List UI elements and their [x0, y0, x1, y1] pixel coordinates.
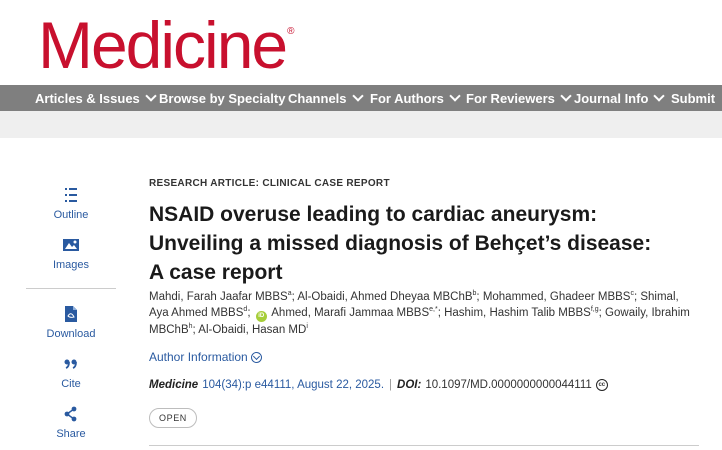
author-affiliation-mark: b — [472, 290, 477, 298]
logo-text: Medicine — [38, 8, 287, 82]
pdf-download-icon — [63, 305, 79, 323]
sidebar-item-share[interactable] — [26, 405, 116, 440]
chevron-down-icon — [560, 90, 571, 101]
article-type-label: RESEARCH ARTICLE: CLINICAL CASE REPORT — [149, 178, 390, 189]
sidebar-item-images[interactable] — [26, 236, 116, 271]
citation-line — [149, 379, 608, 391]
secondary-bar — [0, 111, 722, 138]
author-name[interactable]: Gowaily, Ibrahim MBChB — [149, 307, 690, 336]
nav-label: Submit — [671, 90, 716, 106]
author-affiliation-mark: i — [306, 323, 308, 331]
image-icon — [62, 236, 80, 254]
author-information-label: Author Information — [149, 350, 248, 364]
author-affiliation-mark: e,* — [429, 306, 438, 314]
chevron-down-icon — [654, 90, 665, 101]
nav-articles-issues[interactable] — [35, 85, 155, 111]
author-list: Mahdi, Farah Jaafar MBBS$^a$; Al-Obaidi, Ahmed Dheyaa MBChB$^b$; Mohammed, Ghadeer MBBS$^c$; Shimal, Aya Ahmed MBBS$^d$; iD Ahmed, Marafi Jammaa $MBBS^{e,*}$; Hashim, Hashim Talib MBBS$^{f,g}$; Gowaily, Ibrahim MBChB$^h$; Al-Obaidi, Hasan $MD^i$ — [149, 290, 690, 336]
sidebar-item-label: Cite — [61, 378, 81, 390]
nav-label: For Authors — [370, 90, 444, 106]
doi-value[interactable]: 10.1097/MD.0000000000044111 — [425, 379, 592, 391]
author-affiliation-mark: c — [630, 290, 634, 298]
citation-separator: | — [389, 379, 393, 391]
sidebar-item-outline[interactable] — [26, 186, 116, 221]
nav-label: Articles & Issues — [35, 90, 140, 106]
creative-commons-icon[interactable]: cc — [596, 379, 608, 391]
section-divider — [149, 445, 699, 446]
chevron-down-icon — [352, 90, 363, 101]
nav-submit[interactable] — [671, 85, 715, 111]
quote-icon — [63, 355, 79, 373]
nav-channels[interactable] — [288, 85, 362, 111]
chevron-down-icon — [145, 90, 156, 101]
chevron-down-icon — [449, 90, 460, 101]
sidebar-item-label: Outline — [53, 209, 89, 221]
author-name[interactable]: Mahdi, Farah Jaafar MBBS — [149, 291, 288, 303]
author-affiliation-mark: d — [243, 306, 248, 314]
open-access-badge: OPEN — [149, 408, 197, 428]
outline-list-icon — [63, 186, 79, 204]
nav-for-reviewers[interactable] — [466, 85, 570, 111]
nav-label: Journal Info — [574, 90, 649, 106]
author-affiliation-mark: f,g — [590, 306, 599, 314]
author-name[interactable]: Hashim, Hashim Talib MBBS — [444, 307, 591, 319]
sidebar-item-label: Images — [52, 259, 90, 271]
author-name[interactable]: Ahmed, Marafi Jammaa MBBS — [271, 307, 430, 319]
nav-for-authors[interactable] — [370, 85, 459, 111]
sidebar-item-label: Share — [56, 428, 86, 440]
author-affiliation-mark: h — [188, 323, 193, 331]
author-name[interactable]: Al-Obaidi, Hasan MD — [198, 324, 307, 336]
sidebar-item-label: Download — [46, 328, 96, 340]
author-name[interactable]: Mohammed, Ghadeer MBBS — [482, 291, 631, 303]
author-information-toggle[interactable] — [149, 350, 262, 364]
registered-mark: ® — [287, 26, 295, 37]
nav-label: For Reviewers — [466, 90, 555, 106]
orcid-icon[interactable]: iD — [256, 311, 267, 322]
sidebar-item-download[interactable] — [26, 305, 116, 340]
author-affiliation-mark: a — [287, 290, 292, 298]
article-title: NSAID overuse leading to cardiac aneurysm: Unveiling a missed diagnosis of Behçet’s disease: A case report — [149, 203, 652, 284]
nav-label: Channels — [288, 90, 347, 106]
journal-name: Medicine — [149, 379, 199, 391]
share-icon — [63, 405, 79, 423]
main-navigation — [0, 85, 722, 111]
nav-journal-info[interactable] — [574, 85, 663, 111]
doi-label: DOI: — [397, 379, 422, 391]
journal-logo[interactable] — [38, 6, 295, 84]
author-name[interactable]: Al-Obaidi, Ahmed Dheyaa MBChB — [297, 291, 473, 303]
author-name[interactable]: Shimal, Aya Ahmed MBBS — [149, 291, 679, 319]
sidebar-divider — [26, 288, 116, 289]
volume-issue-link[interactable]: 104(34):p e44111, August 22, 2025. — [202, 379, 385, 391]
nav-browse-by-specialty[interactable] — [159, 85, 285, 111]
chevron-down-circle-icon — [251, 352, 262, 363]
nav-label: Browse by Specialty — [159, 90, 286, 106]
sidebar-item-cite[interactable] — [26, 355, 116, 390]
